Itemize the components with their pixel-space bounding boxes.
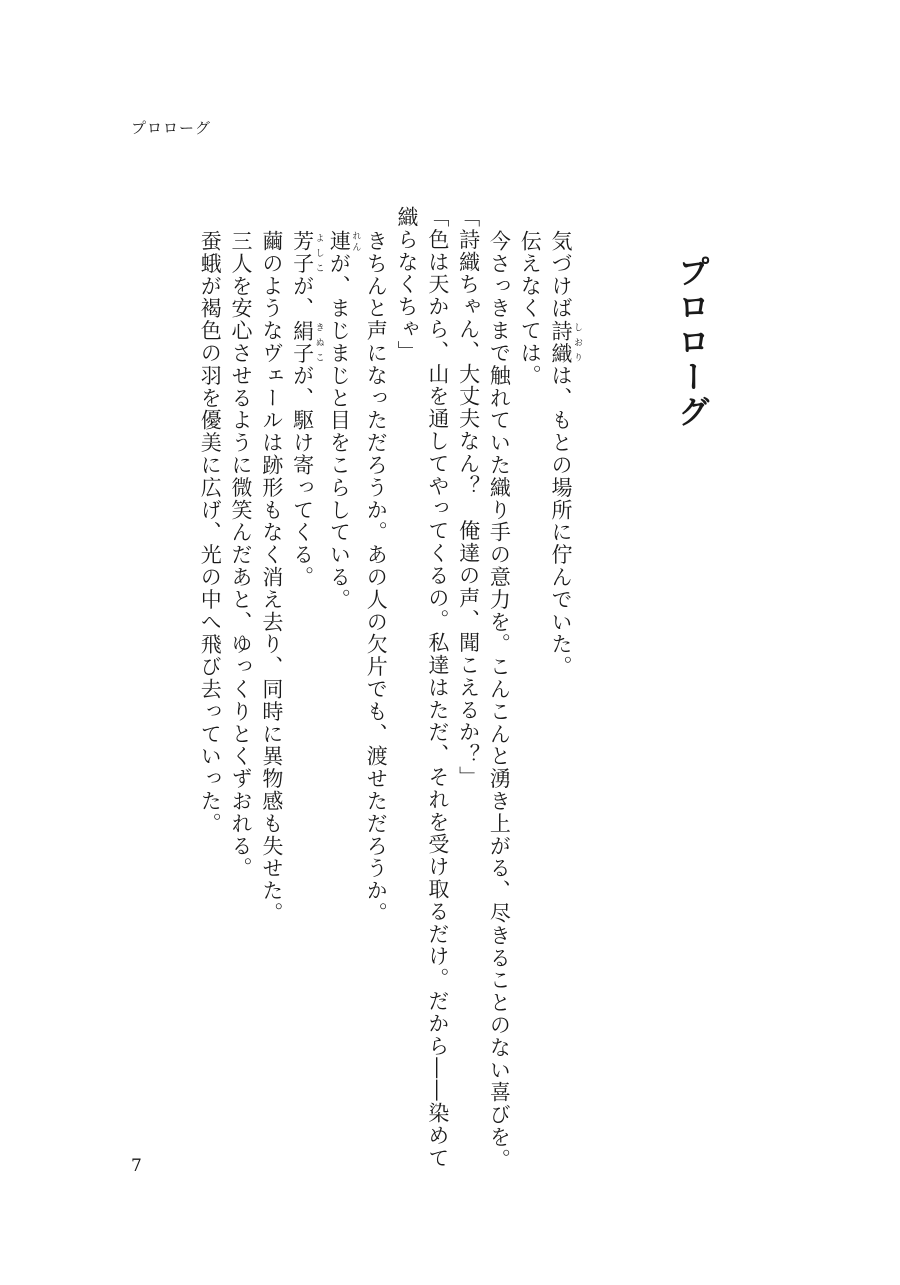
paragraph-line: 気づけば詩織 しおりは、もとの場所に佇んでいた。 xyxy=(549,230,582,679)
paragraph-line: 今さっきまで触れていた織り手の意力を。こんこんと湧き上がる、尽きることのない喜びを。 xyxy=(487,230,512,1171)
page-number: 7 xyxy=(131,1156,142,1176)
paragraph-line: 芳子 よしこが、絹子 きぬこが、駆け寄ってくる。 xyxy=(290,230,324,589)
dialogue-line: 「色は天から、山を通してやってくるの。私達はただ、それを受け取るだけ。だから――染めて xyxy=(425,206,450,1170)
dialogue-line: 織らなくちゃ」 xyxy=(395,206,420,363)
paragraph-line: 三人を安心させるように微笑んだあと、ゆっくりとくずおれる。 xyxy=(229,230,254,880)
paragraph-line: きちんと声になっただろうか。あの人の欠片でも、渡せただろうか。 xyxy=(364,230,389,925)
ruby-ren: 連 れん xyxy=(327,230,361,253)
dialogue-line: 「詩織ちゃん、大丈夫なん？ 俺達の声、聞こえるか？」 xyxy=(456,206,481,789)
chapter-title: プロローグ xyxy=(673,255,711,430)
paragraph-line: 連 れんが、まじまじと目をこらしている。 xyxy=(327,230,361,611)
ruby-shiori: 詩織 しおり xyxy=(549,319,582,365)
ruby-yoshiko: 芳子 よしこ xyxy=(290,230,324,275)
running-head: プロローグ xyxy=(131,119,212,137)
paragraph-line: 繭のようなヴェールは跡形もなく消え去り、同時に異物感も失せた。 xyxy=(259,230,284,925)
paragraph-line: 蚕蛾が褐色の羽を優美に広げ、光の中へ飛び去っていった。 xyxy=(198,230,223,835)
paragraph-line: 伝えなくては。 xyxy=(518,230,543,387)
ruby-kinuko: 絹子 きぬこ xyxy=(290,319,324,365)
body-text xyxy=(194,206,582,1171)
